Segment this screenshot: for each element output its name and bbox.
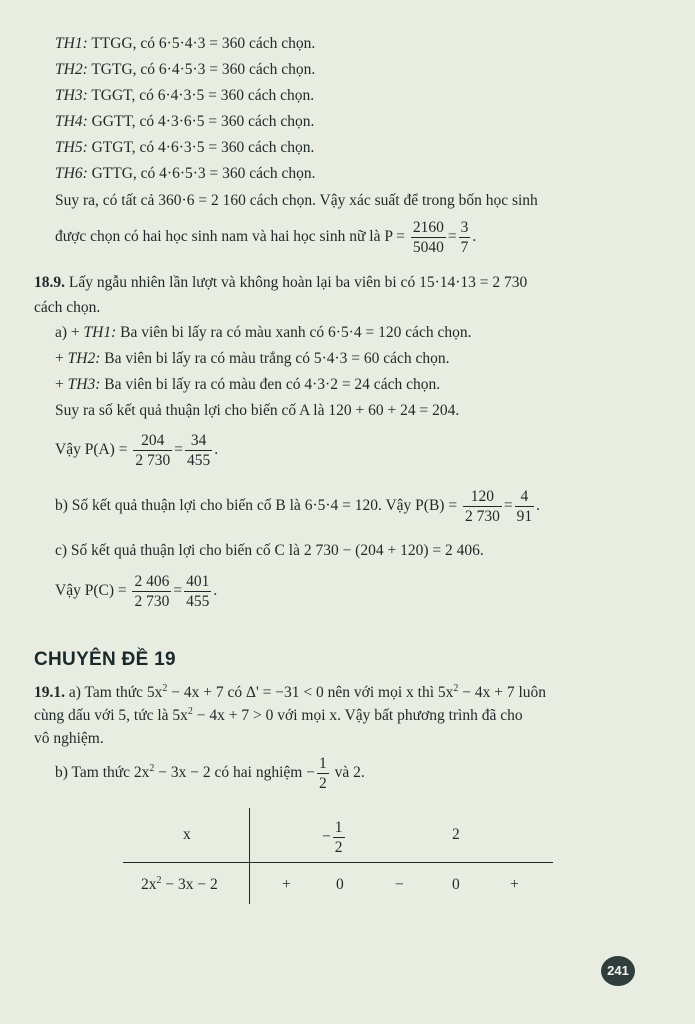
sum-event-a: Suy ra số kết quả thuận lợi cho biến cố A là 120 + 60 + 24 = 204. <box>55 402 460 419</box>
case-text: TGGT, có 6·4·3·5 = 360 cách chọn. <box>87 87 315 104</box>
case-label: TH3: <box>55 87 88 104</box>
fraction-3-7: $\frac{3}{7}$ <box>460 219 469 256</box>
case-line-th2 <box>55 60 315 80</box>
sum-line: Suy ra, có tất cả 360·6 = 2 160 cách chọn. Vậy xác suất để trong bốn học sinh <box>55 192 538 209</box>
page-number: 241 <box>601 956 635 986</box>
problem-19-1-line1: 19.1. a) Tam thức $5x^2 - 4x + 7$ có Δ' = −31 < 0 nên với mọi x thì $5x^2 - 4x + 7$ luôn <box>34 683 547 701</box>
case-line-th1 <box>55 34 315 54</box>
case-label: TH4: <box>55 113 88 130</box>
table-sign: + <box>282 876 291 893</box>
probability-a: Vậy P(A) = $\frac{204}{2 730}$ = $\frac{34}{455}$ . <box>55 432 219 469</box>
case-label: TH2: <box>55 61 88 78</box>
problem-19-1-line2: cùng dấu với 5, tức là $5x^2 - 4x + 7 > 0$ với mọi x. Vậy bất phương trình đã cho <box>34 706 523 724</box>
fraction: $\frac{401}{455}$ <box>186 573 210 610</box>
table-zero: 0 <box>336 876 344 893</box>
table-zero: 0 <box>452 876 460 893</box>
case-line-th6 <box>55 164 316 184</box>
case-label: TH6: <box>55 165 88 182</box>
fraction: $\frac{34}{455}$ <box>186 432 211 469</box>
case-th3: + TH3: Ba viên bi lấy ra có màu đen có 4·3·2 = 24 cách chọn. <box>55 376 441 393</box>
table-x-label: x <box>183 826 191 843</box>
sum-event-c: c) Số kết quả thuận lợi cho biến cố C là 2 730 − (204 + 120) = 2 406. <box>55 542 484 559</box>
probability-b: b) Số kết quả thuận lợi cho biến cố B là 6·5·4 = 120. Vậy P(B) = $\frac{120}{2 730}$ = $\frac{4}{91}$ . <box>55 488 540 525</box>
table-root-1: − $\frac{1}{2}$ <box>322 819 343 856</box>
case-text: GGTT, có 4·3·6·5 = 360 cách chọn. <box>87 113 315 130</box>
problem-19-1-line3: vô nghiệm. <box>34 730 104 747</box>
case-a-th1: a) + TH1: Ba viên bi lấy ra có màu xanh có 6·5·4 = 120 cách chọn. <box>55 324 472 341</box>
case-line-th3 <box>55 86 314 106</box>
problem-number: 19.1. <box>34 684 65 701</box>
table-root-2: 2 <box>452 826 460 843</box>
case-line-th4 <box>55 112 314 132</box>
problem-number: 18.9. <box>34 274 65 291</box>
case-line-th5 <box>55 138 314 158</box>
case-text: GTGT, có 4·6·3·5 = 360 cách chọn. <box>87 139 315 156</box>
fraction-2160-5040: $\frac{2160}{5040}$ <box>412 219 444 256</box>
case-label: TH1: <box>55 35 88 52</box>
fraction: $\frac{2 406}{2 730}$ <box>134 573 170 610</box>
table-horizontal-rule <box>123 862 553 863</box>
table-sign: − <box>395 876 404 893</box>
probability-text: được chọn có hai học sinh nam và hai học sinh nữ là P = <box>55 228 405 246</box>
case-th2: + TH2: Ba viên bi lấy ra có màu trắng có 5·4·3 = 60 cách chọn. <box>55 350 450 367</box>
fraction: $\frac{4}{91}$ <box>516 488 533 525</box>
problem-18-9-line1: 18.9. Lấy ngẫu nhiên lần lượt và không hoàn lại ba viên bi có 15·14·13 = 2 730 <box>34 274 528 291</box>
section-heading: CHUYÊN ĐỀ 19 <box>34 649 176 670</box>
case-text: TTGG, có 6·5·4·3 = 360 cách chọn. <box>87 35 316 52</box>
probability-c: Vậy P(C) = $\frac{2 406}{2 730}$ = $\frac{401}{455}$ . <box>55 573 218 610</box>
problem-19-1-b: b) Tam thức $2x^2 - 3x - 2$ có hai nghiệm − $\frac{1}{2}$ và 2. <box>55 755 365 792</box>
case-text: TGTG, có 6·4·5·3 = 360 cách chọn. <box>87 61 316 78</box>
table-expression: $2x^2 - 3x - 2$ <box>141 875 218 893</box>
table-sign: + <box>510 876 519 893</box>
table-vertical-rule <box>249 808 250 904</box>
case-text: GTTG, có 4·6·5·3 = 360 cách chọn. <box>87 165 316 182</box>
fraction: $\frac{1}{2}$ <box>334 819 343 856</box>
probability-line: được chọn có hai học sinh nam và hai học sinh nữ là P = $\frac{2160}{5040}$ = $\frac{3}{7}$ . <box>55 219 477 256</box>
fraction: $\frac{204}{2 730}$ <box>135 432 171 469</box>
problem-18-9-line2: cách chọn. <box>34 299 101 316</box>
fraction: $\frac{1}{2}$ <box>318 755 327 792</box>
case-label: TH5: <box>55 139 88 156</box>
fraction: $\frac{120}{2 730}$ <box>464 488 500 525</box>
